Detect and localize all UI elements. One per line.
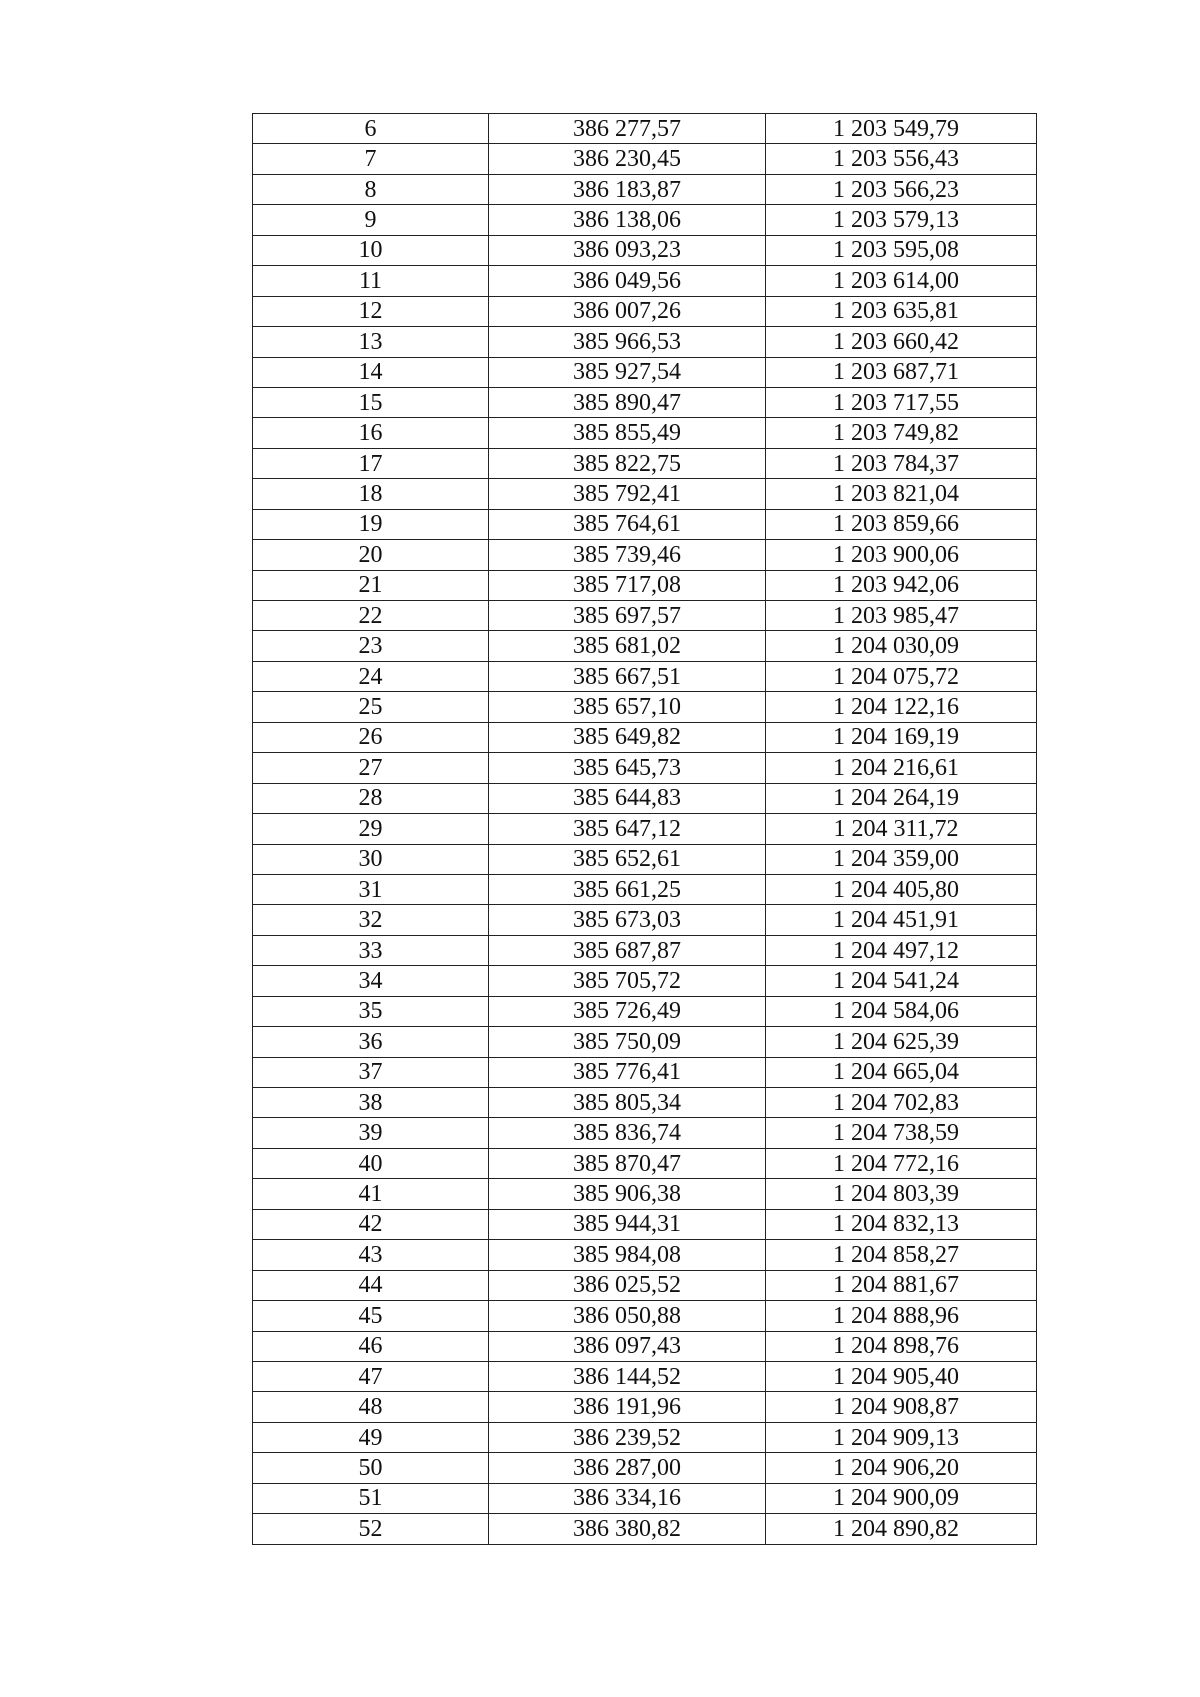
x-coordinate-cell: 385 764,61: [489, 509, 766, 539]
y-coordinate-cell: 1 203 614,00: [766, 266, 1037, 296]
point-number-cell: 7: [253, 144, 489, 174]
y-coordinate-cell: 1 204 858,27: [766, 1240, 1037, 1270]
point-number-cell: 49: [253, 1422, 489, 1452]
table-row: [253, 935, 1037, 965]
point-number-cell: 30: [253, 844, 489, 874]
point-number-cell: 13: [253, 327, 489, 357]
table-row: [253, 1270, 1037, 1300]
x-coordinate-cell: 385 647,12: [489, 814, 766, 844]
x-coordinate-cell: 385 717,08: [489, 570, 766, 600]
y-coordinate-cell: 1 203 579,13: [766, 205, 1037, 235]
y-coordinate-cell: 1 204 584,06: [766, 996, 1037, 1026]
y-coordinate-cell: 1 204 405,80: [766, 874, 1037, 904]
table-row: [253, 266, 1037, 296]
point-number-cell: 6: [253, 114, 489, 144]
point-number-cell: 41: [253, 1179, 489, 1209]
x-coordinate-cell: 385 822,75: [489, 448, 766, 478]
point-number-cell: 47: [253, 1361, 489, 1391]
point-number-cell: 21: [253, 570, 489, 600]
point-number-cell: 39: [253, 1118, 489, 1148]
table-row: [253, 1361, 1037, 1391]
table-row: [253, 144, 1037, 174]
table-row: [253, 631, 1037, 661]
x-coordinate-cell: 385 645,73: [489, 753, 766, 783]
y-coordinate-cell: 1 203 595,08: [766, 235, 1037, 265]
y-coordinate-cell: 1 203 566,23: [766, 174, 1037, 204]
point-number-cell: 38: [253, 1088, 489, 1118]
point-number-cell: 14: [253, 357, 489, 387]
coordinates-table-body: [253, 114, 1037, 1545]
x-coordinate-cell: 385 687,87: [489, 935, 766, 965]
point-number-cell: 35: [253, 996, 489, 1026]
x-coordinate-cell: 385 792,41: [489, 479, 766, 509]
table-row: [253, 570, 1037, 600]
table-row: [253, 753, 1037, 783]
point-number-cell: 40: [253, 1148, 489, 1178]
x-coordinate-cell: 385 776,41: [489, 1057, 766, 1087]
point-number-cell: 32: [253, 905, 489, 935]
y-coordinate-cell: 1 204 909,13: [766, 1422, 1037, 1452]
y-coordinate-cell: 1 203 635,81: [766, 296, 1037, 326]
x-coordinate-cell: 385 739,46: [489, 540, 766, 570]
point-number-cell: 51: [253, 1483, 489, 1513]
y-coordinate-cell: 1 204 908,87: [766, 1392, 1037, 1422]
point-number-cell: 27: [253, 753, 489, 783]
x-coordinate-cell: 386 007,26: [489, 296, 766, 326]
point-number-cell: 44: [253, 1270, 489, 1300]
table-row: [253, 479, 1037, 509]
y-coordinate-cell: 1 203 717,55: [766, 387, 1037, 417]
table-row: [253, 661, 1037, 691]
point-number-cell: 37: [253, 1057, 489, 1087]
x-coordinate-cell: 386 138,06: [489, 205, 766, 235]
table-row: [253, 1027, 1037, 1057]
point-number-cell: 42: [253, 1209, 489, 1239]
table-row: [253, 996, 1037, 1026]
point-number-cell: 20: [253, 540, 489, 570]
y-coordinate-cell: 1 203 660,42: [766, 327, 1037, 357]
y-coordinate-cell: 1 204 881,67: [766, 1270, 1037, 1300]
x-coordinate-cell: 385 644,83: [489, 783, 766, 813]
table-row: [253, 1422, 1037, 1452]
x-coordinate-cell: 385 870,47: [489, 1148, 766, 1178]
y-coordinate-cell: 1 204 890,82: [766, 1514, 1037, 1544]
table-row: [253, 814, 1037, 844]
table-row: [253, 540, 1037, 570]
point-number-cell: 11: [253, 266, 489, 296]
point-number-cell: 25: [253, 692, 489, 722]
y-coordinate-cell: 1 204 216,61: [766, 753, 1037, 783]
y-coordinate-cell: 1 204 541,24: [766, 966, 1037, 996]
table-row: [253, 1301, 1037, 1331]
y-coordinate-cell: 1 203 549,79: [766, 114, 1037, 144]
table-row: [253, 874, 1037, 904]
table-row: [253, 966, 1037, 996]
table-row: [253, 509, 1037, 539]
point-number-cell: 28: [253, 783, 489, 813]
y-coordinate-cell: 1 203 821,04: [766, 479, 1037, 509]
table-row: [253, 1209, 1037, 1239]
x-coordinate-cell: 386 287,00: [489, 1453, 766, 1483]
y-coordinate-cell: 1 203 687,71: [766, 357, 1037, 387]
y-coordinate-cell: 1 204 738,59: [766, 1118, 1037, 1148]
point-number-cell: 34: [253, 966, 489, 996]
x-coordinate-cell: 385 944,31: [489, 1209, 766, 1239]
table-row: [253, 418, 1037, 448]
point-number-cell: 26: [253, 722, 489, 752]
x-coordinate-cell: 386 050,88: [489, 1301, 766, 1331]
point-number-cell: 16: [253, 418, 489, 448]
point-number-cell: 29: [253, 814, 489, 844]
y-coordinate-cell: 1 204 905,40: [766, 1361, 1037, 1391]
table-row: [253, 1240, 1037, 1270]
x-coordinate-cell: 385 906,38: [489, 1179, 766, 1209]
x-coordinate-cell: 386 093,23: [489, 235, 766, 265]
y-coordinate-cell: 1 204 625,39: [766, 1027, 1037, 1057]
point-number-cell: 48: [253, 1392, 489, 1422]
table-row: [253, 235, 1037, 265]
y-coordinate-cell: 1 204 832,13: [766, 1209, 1037, 1239]
table-row: [253, 844, 1037, 874]
x-coordinate-cell: 385 726,49: [489, 996, 766, 1026]
table-row: [253, 1392, 1037, 1422]
x-coordinate-cell: 385 649,82: [489, 722, 766, 752]
y-coordinate-cell: 1 203 985,47: [766, 601, 1037, 631]
x-coordinate-cell: 385 836,74: [489, 1118, 766, 1148]
x-coordinate-cell: 385 697,57: [489, 601, 766, 631]
x-coordinate-cell: 385 673,03: [489, 905, 766, 935]
x-coordinate-cell: 385 890,47: [489, 387, 766, 417]
y-coordinate-cell: 1 203 900,06: [766, 540, 1037, 570]
point-number-cell: 10: [253, 235, 489, 265]
x-coordinate-cell: 385 652,61: [489, 844, 766, 874]
x-coordinate-cell: 386 277,57: [489, 114, 766, 144]
y-coordinate-cell: 1 204 803,39: [766, 1179, 1037, 1209]
x-coordinate-cell: 385 966,53: [489, 327, 766, 357]
y-coordinate-cell: 1 204 030,09: [766, 631, 1037, 661]
table-row: [253, 1057, 1037, 1087]
point-number-cell: 15: [253, 387, 489, 417]
point-number-cell: 17: [253, 448, 489, 478]
y-coordinate-cell: 1 203 784,37: [766, 448, 1037, 478]
point-number-cell: 12: [253, 296, 489, 326]
table-row: [253, 1118, 1037, 1148]
x-coordinate-cell: 386 334,16: [489, 1483, 766, 1513]
point-number-cell: 8: [253, 174, 489, 204]
table-row: [253, 296, 1037, 326]
table-row: [253, 357, 1037, 387]
y-coordinate-cell: 1 204 451,91: [766, 905, 1037, 935]
table-row: [253, 783, 1037, 813]
coordinates-table: [252, 113, 1037, 1545]
point-number-cell: 45: [253, 1301, 489, 1331]
x-coordinate-cell: 385 805,34: [489, 1088, 766, 1118]
point-number-cell: 23: [253, 631, 489, 661]
y-coordinate-cell: 1 204 702,83: [766, 1088, 1037, 1118]
table-row: [253, 1148, 1037, 1178]
x-coordinate-cell: 385 657,10: [489, 692, 766, 722]
y-coordinate-cell: 1 204 898,76: [766, 1331, 1037, 1361]
table-row: [253, 905, 1037, 935]
y-coordinate-cell: 1 204 311,72: [766, 814, 1037, 844]
x-coordinate-cell: 386 144,52: [489, 1361, 766, 1391]
point-number-cell: 9: [253, 205, 489, 235]
point-number-cell: 31: [253, 874, 489, 904]
point-number-cell: 24: [253, 661, 489, 691]
y-coordinate-cell: 1 204 122,16: [766, 692, 1037, 722]
x-coordinate-cell: 385 750,09: [489, 1027, 766, 1057]
table-row: [253, 1179, 1037, 1209]
y-coordinate-cell: 1 203 749,82: [766, 418, 1037, 448]
y-coordinate-cell: 1 204 772,16: [766, 1148, 1037, 1178]
x-coordinate-cell: 386 239,52: [489, 1422, 766, 1452]
table-row: [253, 1483, 1037, 1513]
table-row: [253, 327, 1037, 357]
y-coordinate-cell: 1 204 900,09: [766, 1483, 1037, 1513]
y-coordinate-cell: 1 204 888,96: [766, 1301, 1037, 1331]
point-number-cell: 19: [253, 509, 489, 539]
point-number-cell: 33: [253, 935, 489, 965]
x-coordinate-cell: 385 681,02: [489, 631, 766, 661]
x-coordinate-cell: 385 984,08: [489, 1240, 766, 1270]
table-row: [253, 448, 1037, 478]
x-coordinate-cell: 386 097,43: [489, 1331, 766, 1361]
y-coordinate-cell: 1 204 169,19: [766, 722, 1037, 752]
x-coordinate-cell: 386 191,96: [489, 1392, 766, 1422]
y-coordinate-cell: 1 203 942,06: [766, 570, 1037, 600]
table-row: [253, 722, 1037, 752]
table-row: [253, 114, 1037, 144]
table-row: [253, 1088, 1037, 1118]
y-coordinate-cell: 1 204 075,72: [766, 661, 1037, 691]
x-coordinate-cell: 385 667,51: [489, 661, 766, 691]
x-coordinate-cell: 386 025,52: [489, 1270, 766, 1300]
table-row: [253, 174, 1037, 204]
x-coordinate-cell: 385 855,49: [489, 418, 766, 448]
table-row: [253, 205, 1037, 235]
y-coordinate-cell: 1 204 665,04: [766, 1057, 1037, 1087]
y-coordinate-cell: 1 204 906,20: [766, 1453, 1037, 1483]
point-number-cell: 22: [253, 601, 489, 631]
table-row: [253, 601, 1037, 631]
point-number-cell: 52: [253, 1514, 489, 1544]
table-row: [253, 387, 1037, 417]
point-number-cell: 18: [253, 479, 489, 509]
x-coordinate-cell: 386 380,82: [489, 1514, 766, 1544]
point-number-cell: 50: [253, 1453, 489, 1483]
x-coordinate-cell: 385 705,72: [489, 966, 766, 996]
y-coordinate-cell: 1 203 556,43: [766, 144, 1037, 174]
point-number-cell: 43: [253, 1240, 489, 1270]
x-coordinate-cell: 386 049,56: [489, 266, 766, 296]
y-coordinate-cell: 1 203 859,66: [766, 509, 1037, 539]
x-coordinate-cell: 386 183,87: [489, 174, 766, 204]
y-coordinate-cell: 1 204 497,12: [766, 935, 1037, 965]
y-coordinate-cell: 1 204 359,00: [766, 844, 1037, 874]
table-row: [253, 1514, 1037, 1544]
x-coordinate-cell: 386 230,45: [489, 144, 766, 174]
table-row: [253, 692, 1037, 722]
point-number-cell: 46: [253, 1331, 489, 1361]
x-coordinate-cell: 385 927,54: [489, 357, 766, 387]
x-coordinate-cell: 385 661,25: [489, 874, 766, 904]
point-number-cell: 36: [253, 1027, 489, 1057]
y-coordinate-cell: 1 204 264,19: [766, 783, 1037, 813]
table-row: [253, 1453, 1037, 1483]
table-row: [253, 1331, 1037, 1361]
